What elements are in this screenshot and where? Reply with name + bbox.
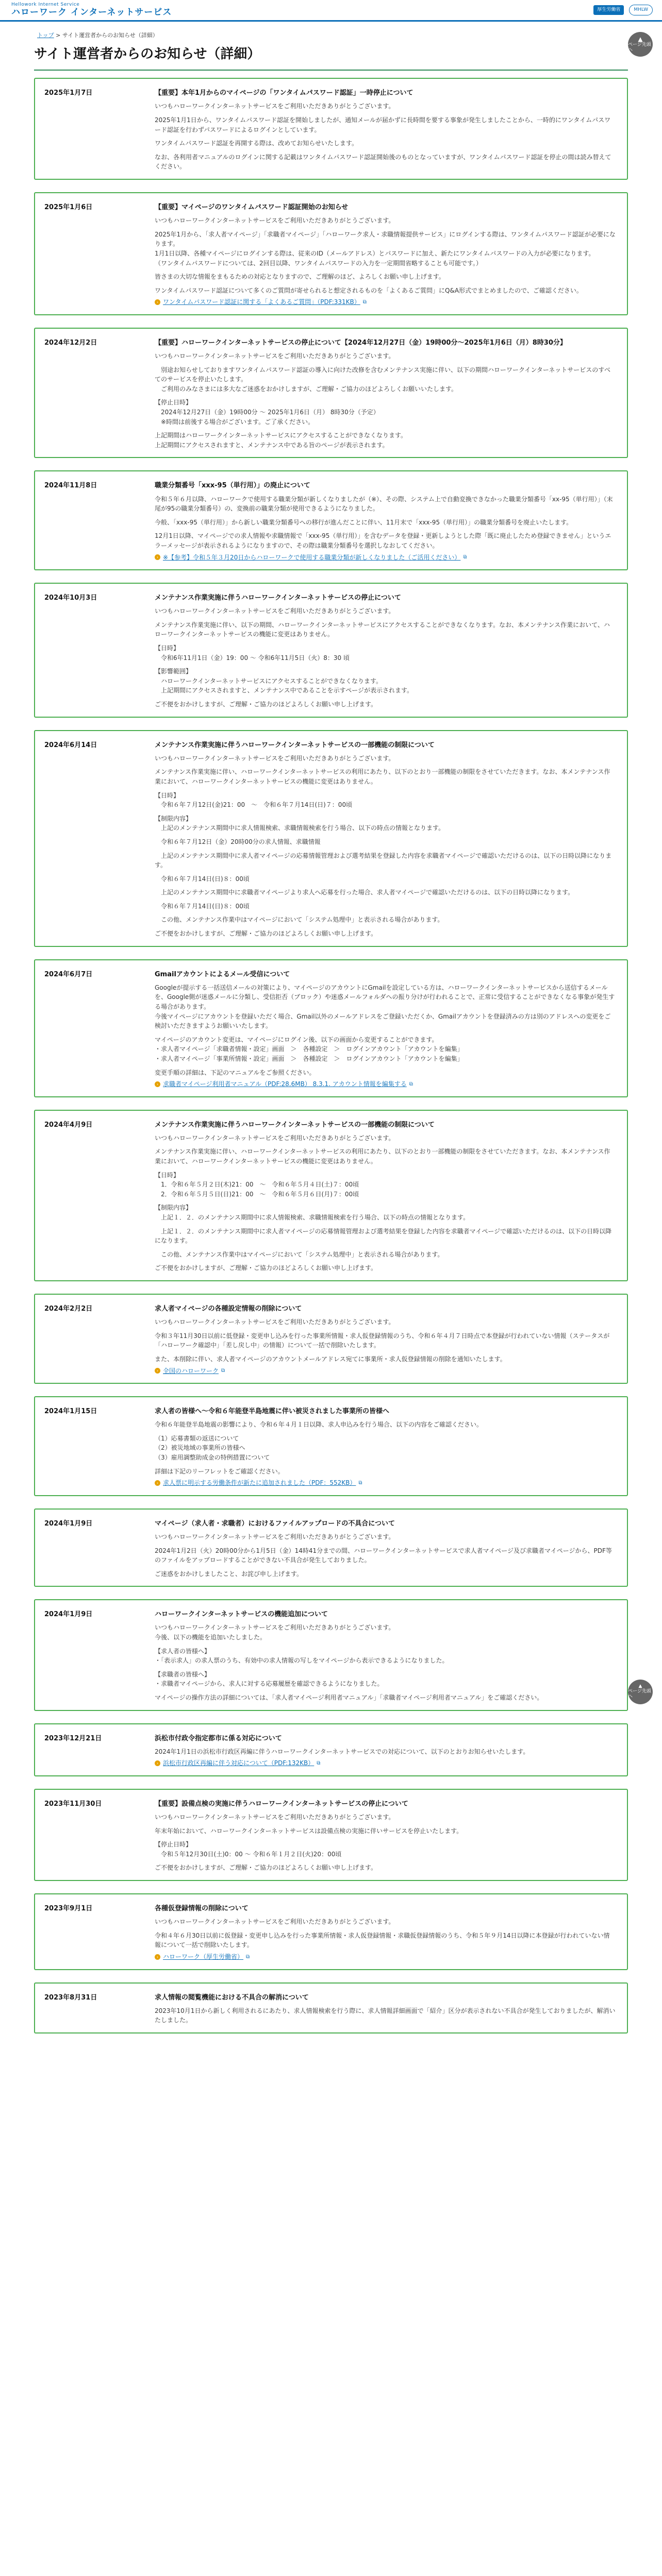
arrow-right-icon: › xyxy=(155,1954,160,1960)
notice-text-line xyxy=(155,514,616,518)
notice-item xyxy=(34,78,628,180)
notice-item xyxy=(34,192,628,315)
notice-text-line: ご利用のみなさまには多大なご迷惑をおかけしますが、ご理解・ご協力のほどよろしくお願いいたします。 xyxy=(155,385,458,393)
chevron-up-icon: ▲ xyxy=(638,1684,642,1689)
notice-text-line xyxy=(155,282,616,286)
notice-link-row xyxy=(155,1366,616,1376)
notice-text-line xyxy=(155,1246,616,1250)
notice-item xyxy=(34,470,628,570)
arrow-right-icon: › xyxy=(155,1480,160,1486)
notice-text-line: Googleが提示する一括送信メールの対策により、マイページのアカウントにGmailを設定している方は、ハローワークインターネットサービスから送信するメールを、Google側が迷惑メールに分類し、受信拒否（ブロック）や迷惑メールフォルダへの振り分けが行われることで、正常に受信することができなくなる事象が発生する場合があります。 xyxy=(155,984,615,1010)
notice-text-line xyxy=(155,1350,616,1354)
notice-text-line xyxy=(155,663,616,667)
notice-text-line xyxy=(155,1031,616,1035)
notice-body xyxy=(143,471,627,569)
notice-text-line: ワンタイムパスワード認証について多くのご質問が寄せられると想定されるものを「よくあるご質問」にQ&A形式でまとめましたので、ご確認ください。 xyxy=(155,286,583,294)
notice-text-line: 上記１．２．のメンテナンス期間中に求人者マイページの応募情報管理および選考結果を登録した内容を求職者マイページで確認いただけるのは、以下の日時以降になります。 xyxy=(155,1227,612,1245)
notice-text-line: 【日時】 xyxy=(155,1171,180,1179)
arrow-right-icon: › xyxy=(155,554,160,560)
notice-text-line xyxy=(155,897,616,902)
notice-text-line xyxy=(155,1259,616,1263)
notice-text-line: 令和３年11月30日以前に低登録・変更申し込みを行った事業所情報・求人仮登録情報のうち、令和６年４月７日時点で本登録が行われていない情報（ステータスが「ハローワーク確認中」「差し戻し中」の情報）について一括で削除いたします。 xyxy=(155,1332,610,1349)
notice-text-line: ご不便をおかけしますが、ご理解・ご協力のほどよろしくお願い申し上げます。 xyxy=(155,1864,377,1872)
external-link-icon: ⧉ xyxy=(317,1760,321,1766)
notice-text-line: ハローワークインターネットサービスにアクセスすることができなくなります。 xyxy=(155,677,383,685)
notice-title: ハローワークインターネットサービスの機能追加について xyxy=(155,1611,328,1619)
notice-text-line: ワンタイムパスワード認証を再開する際は、改めてお知らせいたします。 xyxy=(155,140,358,147)
arrow-right-icon: › xyxy=(155,299,160,305)
notice-text-line: ご不便をおかけしますが、ご理解・ご協力のほどよろしくお願い申し上げます。 xyxy=(155,930,377,938)
breadcrumb xyxy=(0,22,662,40)
notice-date: 2025年1月7日 xyxy=(44,89,93,97)
notice-text-line: 1月1日以降、各種マイページにログインする際は、従来のID（メールアドレス）とパスワードに加え、新たにワンタイムパスワードの入力が必要になります。 xyxy=(155,249,595,257)
notice-text-line xyxy=(155,1822,616,1826)
notice-date: 2023年8月31日 xyxy=(44,1993,97,2002)
notice-text-line: 【影響範囲】 xyxy=(155,668,192,675)
notice-title: 【重要】設備点検の実施に伴うハローワークインターネットサービスの停止について xyxy=(155,1800,408,1808)
notice-text-line xyxy=(155,1223,616,1227)
notice-text-line xyxy=(155,616,616,620)
notice-title: 各種仮登録情報の削除について xyxy=(155,1905,249,1913)
breadcrumb-current: サイト運営者からのお知らせ（詳細） xyxy=(62,32,158,39)
notice-text-line: 【停止日時】 xyxy=(155,1841,192,1849)
notice-text-line xyxy=(155,527,616,531)
notice-body xyxy=(143,584,627,716)
notice-date: 2023年11月30日 xyxy=(44,1800,102,1808)
notice-text-line: 令和６年７月14日(日)８：00頃 xyxy=(155,902,250,910)
notice-text-line: 令和6年11月1日（金）19：00 ～ 令和6年11月5日（火）8：30 頃 xyxy=(155,654,350,662)
notice-title: メンテナンス作業実施に伴うハローワークインターネットサービスの停止について xyxy=(155,594,401,602)
notice-text-line: 年末年始において、ハローワークインターネットサービスは設備点検の実施に伴いサービスを停止いたします。 xyxy=(155,1827,463,1835)
notice-title: 職業分類番号「xxx-95（単行用）」の廃止について xyxy=(155,482,310,490)
notice-text-line xyxy=(155,911,616,915)
notice-text-line: いつもハローワークインターネットサービスをご利用いただきありがとうございます。 xyxy=(155,352,395,360)
notice-text-line: いつもハローワークインターネットサービスをご利用いただきありがとうございます。 xyxy=(155,217,395,225)
notice-text-line: 2024年12月27日（金）19時00分 ～ 2025年1月6日（月） 8時30分（予定） xyxy=(155,409,379,416)
notice-date: 2023年12月21日 xyxy=(44,1734,102,1742)
notice-link[interactable]: ワンタイムパスワード認証に関する「よくあるご質問」（PDF:331KB） xyxy=(163,298,360,306)
external-link-icon: ⧉ xyxy=(246,1954,250,1960)
notice-text-line: ・「表示求人」の求人票のうち、有効中の求人情報の写しをマイページから表示できるようになりました。 xyxy=(155,1657,449,1665)
external-link-icon: ⧉ xyxy=(362,299,367,305)
notice-item xyxy=(34,1509,628,1587)
notice-text-line: 【日時】 xyxy=(155,791,180,799)
notice-title: Gmailアカウントによるメール受信について xyxy=(155,970,290,978)
notice-date: 2024年4月9日 xyxy=(44,1121,93,1129)
notice-text-line xyxy=(155,787,616,791)
notice-title: 【重要】ハローワークインターネットサービスの停止について【2024年12月27日（金）19時00分～2025年1月6日（月）8時30分】 xyxy=(155,338,567,347)
notice-text-line: 今般、「xxx-95（単行用）」から新しい職業分類番号への移行が進んだことに伴い、11月末で「xxx-95（単行用）」の職業分類番号を廃止いたします。 xyxy=(155,518,573,526)
notice-link-row xyxy=(155,1758,616,1768)
notice-text-line: 【求職者の皆様へ】 xyxy=(155,1670,211,1678)
notice-text-line xyxy=(155,1430,616,1434)
page-top-label: ページ先頭へ xyxy=(628,1689,651,1699)
notice-link[interactable]: 浜松市行政区再編に伴う対応について（PDF:132KB） xyxy=(163,1759,315,1767)
notice-body xyxy=(143,79,627,179)
notice-text-line xyxy=(155,833,616,837)
notice-date: 2025年1月6日 xyxy=(44,204,93,212)
notice-text-line: 2025年1月1日から、ワンタイムパスワード認証を開始しましたが、通知メールが届かずに長時間を要する事象が発生しましたことから、一時的にワンタイムパスワード認証を行わずパスワードによるログインとしています。 xyxy=(155,116,611,133)
notice-text-line: いつもハローワークインターネットサービスをご利用いただきありがとうございます。 xyxy=(155,1533,395,1540)
notice-text-line xyxy=(155,1859,616,1863)
notice-text-line xyxy=(155,925,616,929)
notice-title: 求人情報の閲覧機能における不具合の解消について xyxy=(155,1993,309,2002)
notice-text-line: 【日時】 xyxy=(155,645,180,652)
notice-body xyxy=(143,1111,627,1280)
logo-title: ハローワーク インターネットサービス xyxy=(11,7,172,18)
arrow-right-icon: › xyxy=(155,1760,160,1766)
notice-text-line xyxy=(155,810,616,814)
notice-body xyxy=(143,960,627,1096)
notice-text-line: いつもハローワークインターネットサービスをご利用いただきありがとうございます。 xyxy=(155,1814,395,1821)
notice-text-line: いつもハローワークインターネットサービスをご利用いただきありがとうございます。 xyxy=(155,754,395,762)
notice-link-row xyxy=(155,553,616,563)
notice-text-line: （1）応募書類の返送について xyxy=(155,1434,239,1442)
header-link-a[interactable]: 厚生労働省 xyxy=(593,5,624,15)
notice-title: マイページ（求人者・求職者）におけるファイルアップロードの不具合について xyxy=(155,1519,395,1528)
notice-text-line: 12月1日以降、マイページでの求人情報や求職情報で「xxx-95（単行用）」を含むデータを登録・更新しようとした際「既に廃止したため登録できません」というエラーメッセージが表示されるようになりますので、その際は職業分類番号を選択しなおしてください。 xyxy=(155,532,611,549)
notice-text-line: 2023年10月1日から新しく利用されるにあたり、求人情報検索を行う際に、求人情報詳細画面で「紹介」区分が表示されない不具合が発生しておりましたが、解消いたしました。 xyxy=(155,2007,616,2024)
notice-text-line: ご不便をおかけしますが、ご理解・ご協力のほどよろしくお願い申し上げます。 xyxy=(155,1264,377,1272)
notice-title: 求人者マイページの各種設定情報の削除について xyxy=(155,1305,302,1313)
notice-text-line xyxy=(155,361,616,365)
notice-text-line: 令和５年12月30日(土)0：00 ～ 令和６年１月２日(火)20：00頃 xyxy=(155,1850,342,1858)
notice-text-line xyxy=(155,1666,616,1670)
notice-text-line xyxy=(155,696,616,700)
notice-text-line: マイページの操作方法の詳細については、「求人者マイページ利用者マニュアル」「求職者マイページ利用者マニュアル」をご確認ください。 xyxy=(155,1694,543,1702)
notice-text-line: 上記のメンテナンス期間中に求人者マイページの応募情報管理および選考結果を登録した内容を求職者マイページで確認いただけるのは、以下の日時以降になります。 xyxy=(155,852,612,869)
page-top-button-floating[interactable] xyxy=(628,1680,653,1704)
notice-text-line: （ワンタイムパスワードについては、2回目以降、ワンタイムパスワードの入力を一定期間省略することも可能です。） xyxy=(155,259,482,267)
notice-text-line xyxy=(155,1927,616,1931)
notice-date: 2024年12月2日 xyxy=(44,338,97,347)
notice-text-line xyxy=(155,394,616,398)
notice-text-line: 上記のメンテナンス期間中に求職者マイページより求人へ応募を行った場合、求人者マイページで確認いただけるのは、以下の日時以降になります。 xyxy=(155,889,574,896)
notice-body xyxy=(143,329,627,457)
notice-text-line: 【制限内容】 xyxy=(155,815,192,822)
notice-text-line: ・求人者マイページ「求職者情報・設定」画面 ＞ 各種設定 ＞ ログインアカウント「アカウントを編集」 xyxy=(155,1045,464,1053)
notice-date: 2024年10月3日 xyxy=(44,594,97,602)
notice-text-line xyxy=(155,1327,616,1331)
notice-body xyxy=(143,193,627,314)
external-link-icon: ⧉ xyxy=(409,1081,413,1087)
notice-text-line: ご迷惑をおかけしましたこと、お詫び申し上げます。 xyxy=(155,1570,303,1578)
arrow-right-icon: › xyxy=(155,1368,160,1374)
notice-item xyxy=(34,730,628,947)
page-top-label: ページ先頭へ xyxy=(628,42,651,53)
notice-text-line xyxy=(155,763,616,767)
notice-link-row xyxy=(155,297,616,307)
notice-text-line: 1．令和６年５月２日(木)21：00 ～ 令和６年５月４日(土)７：00頃 xyxy=(155,1181,359,1189)
notice-title: メンテナンス作業実施に伴うハローワークインターネットサービスの一部機能の制限について xyxy=(155,741,435,749)
notice-text-line xyxy=(155,870,616,874)
notice-body xyxy=(143,1295,627,1383)
breadcrumb-home-link[interactable]: トップ xyxy=(37,32,54,39)
notice-text-line: この他、メンテナンス作業中はマイページにおいて「システム処理中」と表示される場合があります。 xyxy=(155,916,444,924)
notice-item xyxy=(34,1893,628,1970)
notice-text-line xyxy=(155,1642,616,1647)
notice-date: 2024年2月2日 xyxy=(44,1305,93,1313)
notice-text-line: いつもハローワークインターネットサービスをご利用いただきありがとうございます。 xyxy=(155,1624,395,1632)
arrow-right-icon: › xyxy=(155,1081,160,1087)
notice-text-line: いつもハローワークインターネットサービスをご利用いただきありがとうございます。 xyxy=(155,1134,395,1142)
external-link-icon: ⧉ xyxy=(463,554,467,561)
notice-text-line: 今後、以下の機能を追加いたしました。 xyxy=(155,1634,267,1641)
notice-text-line: 令和５年６月以降、ハローワークで使用する職業分類が新しくなりましたが（※）、その際、システム上で自動変換できなかった職業分類番号「xx-95（単行用）」（末尾が95の職業分類番号）の、変換前の職業分類が使用できるようになりました。 xyxy=(155,495,613,513)
notice-date: 2024年1月15日 xyxy=(44,1408,97,1416)
notice-date: 2024年6月14日 xyxy=(44,741,97,749)
site-header xyxy=(0,0,662,22)
notice-link[interactable]: ※【参考】令和５年３月20日からハローワークで使用する職業分類が新しくなりました（ご活用ください） xyxy=(163,553,461,561)
notice-text-line xyxy=(155,1064,616,1068)
notice-text-line: 上記１．２．のメンテナンス期間中に求人情報検索、求職情報検索を行う場合、以下の時点の情報となります。 xyxy=(155,1214,470,1222)
notice-item xyxy=(34,583,628,717)
notice-text-line: 2024年1月2日（火）20時00分から1月5日（金）14時41分までの間、ハローワークインターネットサービスで求人者マイページ及び求職者マイページから、PDF等のファイルをアップロードすることができない不具合が発生しておりました。 xyxy=(155,1547,612,1564)
notice-text-line: （3）雇用調整助成金の特例措置について xyxy=(155,1454,270,1462)
notice-link[interactable]: 求人票に明示する労働条件が新たに追加されました（PDF：552KB） xyxy=(163,1479,356,1487)
notice-link[interactable]: 求職者マイページ利用者マニュアル（PDF:28.6MB） 8.3.1. アカウント情報を編集する xyxy=(163,1080,407,1088)
chevron-up-icon: ▲ xyxy=(638,35,643,43)
external-link-icon: ⧉ xyxy=(221,1368,225,1374)
notice-text-line xyxy=(155,1463,616,1467)
notice-text-line: 2．令和６年５月５日(日)21：00 ～ 令和６年５月６日(月)７：00頃 xyxy=(155,1190,359,1198)
notice-text-line xyxy=(155,134,616,139)
notice-text-line: この他、メンテナンス作業中はマイページにおいて「システム処理中」と表示される場合があります。 xyxy=(155,1250,444,1258)
notice-item xyxy=(34,1110,628,1281)
notice-text-line: メンテナンス作業実施に伴い、ハローワークインターネットサービスの利用にあたり、以下のとおり一部機能の制限をさせていただきます。なお、本メンテナンス作業において、ハローワークインターネットサービスの機能に変更はありません。 xyxy=(155,768,610,785)
notice-text-line: 上記期間はハローワークインターネットサービスにアクセスすることができなくなります。 xyxy=(155,432,407,439)
notice-text-line: メンテナンス作業実施に伴い、ハローワークインターネットサービスの利用にあたり、以下のとおり一部機能の制限をさせていただきます。なお、本メンテナンス作業において、ハローワークインターネットサービスの機能に変更はありません。 xyxy=(155,1148,610,1165)
notice-body xyxy=(143,1790,627,1880)
notice-title: 【重要】マイページのワンタイムパスワード認証開始のお知らせ xyxy=(155,204,349,212)
notice-text-line: 別途お知らせしておりますワンタイムパスワード認証の導入に向けた改修を含むメンテナンス実施に伴い、以下の期間ハローワークインターネットサービスのすべてのサービスを停止いたします。 xyxy=(155,366,611,383)
notice-text-line: 変更手順の詳細は、下記のマニュアルをご参照ください。 xyxy=(155,1069,316,1076)
notice-text-line xyxy=(155,268,616,272)
notice-list xyxy=(0,71,662,2033)
notice-text-line: また、本削除に伴い、求人者マイページのアカウントメールアドレス宛てに事業所・求人仮登録情報の削除を通知いたします。 xyxy=(155,1355,506,1363)
notice-text-line: 2024年1月1日の浜松市行政区再編に伴うハローワークインターネットサービスでの対応について、以下のとおりお知らせいたします。 xyxy=(155,1748,529,1755)
notice-text-line xyxy=(155,148,616,152)
notice-body xyxy=(143,1894,627,1969)
notice-text-line xyxy=(155,884,616,888)
notice-text-line: 皆さまの大切な情報をまもるための対応となりますので、ご理解のほど、よろしくお願い申し上げます。 xyxy=(155,273,445,281)
notice-item xyxy=(34,1294,628,1384)
notice-item xyxy=(34,959,628,1097)
notice-title: 【重要】本年1月からのマイページの「ワンタイムパスワード認証」一時停止について xyxy=(155,89,413,97)
notice-link-row xyxy=(155,1079,616,1089)
notice-text-line: ・求人者マイページ「事業所情報・設定」画面 ＞ 各種設定 ＞ ログインアカウント「アカウントを編集」 xyxy=(155,1055,464,1062)
notice-text-line: 令和４年６月30日以前に仮登録・変更申し込みを行った事業所情報・求人仮登録情報・求職仮登録情報のうち、令和５年９月14日以降に本登録が行われていない情報について一括で削除いたします。 xyxy=(155,1931,610,1949)
notice-text-line: 今後マイページにアカウントを登録いただく場合、Gmail以外のメールアドレスをご登録いただくか、Gmailアカウントを登録済みの方は別のアドレスへの変更をご検討いただきますようお願いいたします。 xyxy=(155,1012,611,1030)
header-link-b[interactable]: MHLW xyxy=(629,5,653,16)
notice-body xyxy=(143,1600,627,1709)
notice-text-line: いつもハローワークインターネットサービスをご利用いただきありがとうございます。 xyxy=(155,607,395,615)
notice-body xyxy=(143,1510,627,1586)
notice-text-line: 上記のメンテナンス期間中に求人情報検索、求職情報検索を行う場合、以下の時点の情報となります。 xyxy=(155,824,445,832)
notice-item xyxy=(34,1789,628,1881)
notice-text-line xyxy=(155,427,616,431)
logo-subtitle: Hellowork Internet Service xyxy=(11,2,80,8)
notice-text-line: いつもハローワークインターネットサービスをご利用いただきありがとうございます。 xyxy=(155,1318,395,1326)
notice-text-line xyxy=(155,226,616,230)
notice-text-line xyxy=(155,1689,616,1693)
notice-item xyxy=(34,1723,628,1776)
notice-link-row xyxy=(155,1952,616,1962)
notice-text-line xyxy=(155,1199,616,1203)
notice-text-line xyxy=(155,1565,616,1569)
notice-body xyxy=(143,1984,627,2032)
notice-title: 浜松市付政令指定都市に係る対応について xyxy=(155,1734,282,1742)
breadcrumb-separator: > xyxy=(54,32,62,39)
notice-text-line: 令和６年能登半島地震の影響により、令和６年４月１日以降、求人申込みを行う場合、以下の内容をご確認ください。 xyxy=(155,1421,483,1429)
notice-body xyxy=(143,1724,627,1775)
notice-text-line: 2025年1月から、「求人者マイページ」「求職者マイページ」「ハローワーク求人・求職情報提供サービス」にログインする際は、ワンタイムパスワード認証が必要になります。 xyxy=(155,230,616,248)
notice-date: 2023年9月1日 xyxy=(44,1905,93,1913)
notice-link[interactable]: 全国のハローワーク xyxy=(163,1367,219,1375)
notice-text-line: いつもハローワークインターネットサービスをご利用いただきありがとうございます。 xyxy=(155,1918,395,1926)
notice-text-line: 【停止日時】 xyxy=(155,399,192,406)
notice-text-line: ・求職者マイページから、求人に対する応募履歴を確認できるようになりました。 xyxy=(155,1680,384,1688)
notice-body xyxy=(143,1397,627,1495)
notice-text-line xyxy=(155,1836,616,1840)
notice-text-line: ご不便をおかけしますが、ご理解・ご協力のほどよろしくお願い申し上げます。 xyxy=(155,701,377,708)
notice-text-line: ※時間は前後する場合がございます。ご了承ください。 xyxy=(155,418,315,426)
notice-text-line: なお、各利用者マニュアルのログインに関する記載はワンタイムパスワード認証開始後のものとなっていますが、ワンタイムパスワード認証を停止の間は読み替えてください。 xyxy=(155,153,611,171)
notice-text-line xyxy=(155,1143,616,1147)
notice-text-line: 上記期間にアクセスされますと、メンテナンス中であることを示すページが表示されます。 xyxy=(155,687,413,694)
notice-text-line xyxy=(155,847,616,851)
notice-body xyxy=(143,731,627,946)
notice-item xyxy=(34,1396,628,1496)
external-link-icon: ⧉ xyxy=(358,1480,362,1486)
page-title: サイト運営者からのお知らせ（詳細） xyxy=(34,46,261,62)
notice-text-line xyxy=(155,1166,616,1171)
notice-text-line: （2）被災地域の事業所の皆様へ xyxy=(155,1444,245,1452)
notice-link[interactable]: ハローワーク（厚生労働省） xyxy=(163,1953,244,1960)
notice-link-row xyxy=(155,1478,616,1488)
notice-text-line: 令和６年７月14日(日)８：00頃 xyxy=(155,875,250,883)
notice-title: 求人者の皆様へ～令和６年能登半島地震に伴い被災されました事業所の皆様へ xyxy=(155,1408,390,1416)
notice-text-line: 令和６年７月12日（金）20時00分の求人情報、求職情報 xyxy=(155,838,321,845)
notice-date: 2024年1月9日 xyxy=(44,1611,93,1619)
notice-text-line: 【制限内容】 xyxy=(155,1204,192,1212)
notice-date: 2024年1月9日 xyxy=(44,1519,93,1528)
notice-date: 2024年11月8日 xyxy=(44,482,97,490)
notice-text-line xyxy=(155,1542,616,1546)
notice-text-line: 上記期間にアクセスされますと、メンテナンス中である旨のページが表示されます。 xyxy=(155,441,389,449)
notice-text-line: 令和６年７月12日(金)21：00 ～ 令和６年７月14日(日)７：00頃 xyxy=(155,801,353,809)
notice-item xyxy=(34,1599,628,1710)
site-logo[interactable] xyxy=(11,3,172,18)
notice-text-line: いつもハローワークインターネットサービスをご利用いただきありがとうございます。 xyxy=(155,103,395,110)
notice-text-line xyxy=(155,111,616,115)
notice-item xyxy=(34,1982,628,2033)
page-top-button[interactable] xyxy=(628,32,653,57)
notice-date: 2024年6月7日 xyxy=(44,970,93,978)
notice-title: メンテナンス作業実施に伴うハローワークインターネットサービスの一部機能の制限について xyxy=(155,1121,435,1129)
notice-text-line: マイページのアカウント変更は、マイページにログイン後、以下の画面から変更することができます。 xyxy=(155,1036,438,1043)
notice-text-line: 【求人者の皆様へ】 xyxy=(155,1647,211,1655)
notice-text-line xyxy=(155,639,616,643)
notice-item xyxy=(34,328,628,458)
notice-text-line: メンテナンス作業実施に伴い、以下の期間、ハローワークインターネットサービスにアクセスすることができなくなります。なお、本メンテナンス作業において、ハローワークインターネットサービスの機能に変更はありません。 xyxy=(155,621,610,638)
notice-text-line: 詳細は下記のリーフレットをご確認ください。 xyxy=(155,1467,284,1475)
